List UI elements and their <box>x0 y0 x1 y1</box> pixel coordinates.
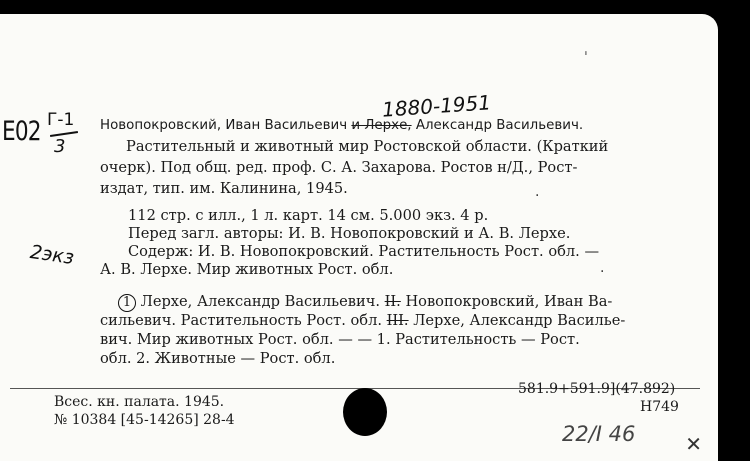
registration-number: № 10384 [45-14265] 28-4 <box>54 412 235 428</box>
handwritten-signature: 22/I 46 <box>562 422 636 446</box>
author-heading <box>100 117 583 135</box>
speck: · <box>535 188 540 204</box>
catalog-card <box>0 14 718 461</box>
tracing-line-3: вич. Мир животных Рост. обл. — — 1. Растительность — Рост. <box>100 331 580 348</box>
title-line-3: издат, тип. им. Калинина, 1945. <box>100 180 348 197</box>
tracing-2b: Лерхе, Александр Василье- <box>408 312 626 329</box>
circled-number: 1 <box>118 294 136 312</box>
tracing-2-struck: III. <box>386 312 409 329</box>
tracing-line-4: обл. 2. Животные — Рост. обл. <box>100 350 336 367</box>
card-punch-hole <box>343 388 387 436</box>
shelf-code-numerator: Г-1 <box>47 110 75 130</box>
physical-description: 112 стр. с илл., 1 л. карт. 14 см. 5.000 экз. 4 р. <box>128 207 489 224</box>
tracing-line-1 <box>118 293 612 312</box>
note-line-1: Перед загл. авторы: И. В. Новопокровский и А. В. Лерхе. <box>128 225 571 242</box>
struck-coauthor-conjunction: и Лерхе, <box>351 118 412 133</box>
coauthor-name: Александр Васильевич. <box>411 118 584 133</box>
title-line-1: Растительный и животный мир Ростовской области. (Краткий <box>126 138 609 155</box>
tracing-line-2 <box>100 312 625 330</box>
author-mark: Н749 <box>640 399 679 415</box>
copies-handwritten: 2экз <box>28 241 76 269</box>
tracing-1b: Новопокровский, Иван Ва- <box>400 293 613 310</box>
book-chamber: Всес. кн. палата. 1945. <box>54 394 225 410</box>
tracing-1-struck: II. <box>384 293 401 310</box>
note-line-3: А. В. Лерхе. Мир животных Рост. обл. <box>100 261 394 278</box>
shelf-code-denominator: 3 <box>54 136 66 157</box>
tracing-2a: сильевич. Растительность Рост. обл. <box>100 312 387 329</box>
author-name: Новопокровский, Иван Васильевич <box>100 118 352 133</box>
speck: ˈ <box>584 50 588 66</box>
author-years-handwritten: 1880-1951 <box>381 90 492 122</box>
classification-index: 581.9+591.9](47.892) <box>518 381 676 397</box>
shelf-code-prefix: E02 <box>2 116 41 147</box>
speck: · <box>600 264 605 280</box>
note-line-2: Содерж: И. В. Новопокровский. Растительность Рост. обл. — <box>128 243 600 260</box>
title-line-2: очерк). Под общ. ред. проф. С. А. Захарова. Ростов н/Д., Рост- <box>100 159 578 176</box>
tracing-1a: Лерхе, Александр Васильевич. <box>136 293 385 310</box>
corner-mark: ✕ <box>685 432 702 456</box>
